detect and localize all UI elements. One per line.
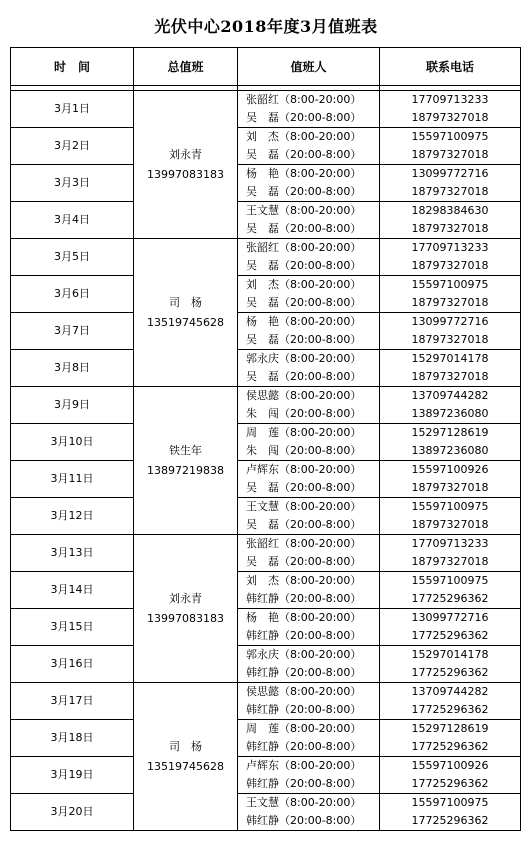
duty-cell bbox=[238, 720, 380, 757]
phone-cell bbox=[380, 276, 521, 313]
duty-name: 韩红静 bbox=[246, 814, 279, 827]
phone-number: 15297014178 bbox=[411, 352, 489, 365]
duty-line bbox=[246, 128, 379, 146]
phone-cell bbox=[380, 424, 521, 461]
duty-shift: （8:00-20:00） bbox=[279, 648, 362, 661]
phone-cell bbox=[380, 239, 521, 276]
phone-number: 17709713233 bbox=[411, 537, 489, 550]
phone-cell bbox=[380, 165, 521, 202]
phone-cell bbox=[380, 572, 521, 609]
duty-name: 卢辉东 bbox=[246, 759, 279, 772]
phone-number: 18797327018 bbox=[411, 370, 489, 383]
duty-line bbox=[246, 590, 379, 608]
duty-name: 郭永庆 bbox=[246, 352, 279, 365]
duty-shift: （20:00-8:00） bbox=[279, 259, 362, 272]
duty-name: 吴 磊 bbox=[246, 481, 279, 494]
duty-shift: （20:00-8:00） bbox=[279, 333, 362, 346]
phone-number: 13897236080 bbox=[411, 407, 489, 420]
duty-line bbox=[246, 757, 379, 775]
duty-name: 韩红静 bbox=[246, 666, 279, 679]
duty-shift: （20:00-8:00） bbox=[279, 148, 362, 161]
chief-name: 司 杨 bbox=[169, 295, 202, 309]
header-phone: 联系电话 bbox=[380, 48, 521, 86]
duty-shift: （8:00-20:00） bbox=[279, 463, 362, 476]
duty-name: 张韶红 bbox=[246, 93, 279, 106]
duty-cell bbox=[238, 757, 380, 794]
duty-shift: （8:00-20:00） bbox=[279, 685, 362, 698]
date-cell: 3月4日 bbox=[11, 202, 134, 239]
phone-cell bbox=[380, 461, 521, 498]
duty-shift: （8:00-20:00） bbox=[279, 93, 362, 106]
phone-number: 15597100975 bbox=[411, 574, 489, 587]
duty-shift: （20:00-8:00） bbox=[279, 740, 362, 753]
date-cell: 3月8日 bbox=[11, 350, 134, 387]
header-chief: 总值班 bbox=[134, 48, 238, 86]
table-row bbox=[11, 91, 521, 128]
phone-cell bbox=[380, 350, 521, 387]
duty-shift: （20:00-8:00） bbox=[279, 777, 362, 790]
duty-name: 韩红静 bbox=[246, 703, 279, 716]
table-row bbox=[11, 646, 521, 683]
phone-number: 17725296362 bbox=[411, 592, 489, 605]
table-row bbox=[11, 572, 521, 609]
duty-shift: （20:00-8:00） bbox=[279, 666, 362, 679]
duty-cell bbox=[238, 572, 380, 609]
duty-name: 吴 磊 bbox=[246, 148, 279, 161]
header-row bbox=[11, 48, 521, 86]
phone-cell bbox=[380, 757, 521, 794]
duty-line bbox=[246, 109, 379, 127]
table-row bbox=[11, 313, 521, 350]
header-time: 时 间 bbox=[11, 48, 134, 86]
duty-shift: （20:00-8:00） bbox=[279, 222, 362, 235]
date-cell: 3月18日 bbox=[11, 720, 134, 757]
duty-name: 侯思懿 bbox=[246, 389, 279, 402]
duty-name: 杨 艳 bbox=[246, 611, 279, 624]
duty-name: 卢辉东 bbox=[246, 463, 279, 476]
date-cell: 3月7日 bbox=[11, 313, 134, 350]
duty-line bbox=[246, 461, 379, 479]
duty-line bbox=[246, 350, 379, 368]
phone-number: 18797327018 bbox=[411, 481, 489, 494]
date-cell: 3月13日 bbox=[11, 535, 134, 572]
phone-number: 15597100975 bbox=[411, 278, 489, 291]
phone-number: 17725296362 bbox=[411, 777, 489, 790]
duty-shift: （8:00-20:00） bbox=[279, 500, 362, 513]
duty-name: 王文慧 bbox=[246, 500, 279, 513]
table-row bbox=[11, 535, 521, 572]
duty-line bbox=[246, 405, 379, 423]
date-cell: 3月5日 bbox=[11, 239, 134, 276]
phone-cell bbox=[380, 535, 521, 572]
chief-cell bbox=[134, 535, 238, 683]
table-row bbox=[11, 757, 521, 794]
date-cell: 3月11日 bbox=[11, 461, 134, 498]
duty-line bbox=[246, 572, 379, 590]
duty-cell bbox=[238, 128, 380, 165]
phone-number: 17709713233 bbox=[411, 93, 489, 106]
duty-cell bbox=[238, 387, 380, 424]
phone-number: 15297128619 bbox=[411, 722, 489, 735]
duty-shift: （20:00-8:00） bbox=[279, 814, 362, 827]
table-row bbox=[11, 424, 521, 461]
duty-shift: （20:00-8:00） bbox=[279, 407, 362, 420]
table-row bbox=[11, 720, 521, 757]
phone-number: 18797327018 bbox=[411, 555, 489, 568]
duty-line bbox=[246, 720, 379, 738]
chief-name: 铁生年 bbox=[169, 443, 202, 457]
phone-number: 17725296362 bbox=[411, 814, 489, 827]
duty-table-body bbox=[11, 91, 521, 831]
duty-name: 张韶红 bbox=[246, 537, 279, 550]
table-row bbox=[11, 609, 521, 646]
date-cell: 3月20日 bbox=[11, 794, 134, 831]
chief-name: 司 杨 bbox=[169, 739, 202, 753]
phone-number: 17709713233 bbox=[411, 241, 489, 254]
duty-line bbox=[246, 424, 379, 442]
duty-name: 刘 杰 bbox=[246, 130, 279, 143]
duty-shift: （8:00-20:00） bbox=[279, 426, 362, 439]
duty-name: 韩红静 bbox=[246, 777, 279, 790]
phone-cell bbox=[380, 646, 521, 683]
phone-number: 18797327018 bbox=[411, 333, 489, 346]
duty-shift: （8:00-20:00） bbox=[279, 167, 362, 180]
duty-name: 侯思懿 bbox=[246, 685, 279, 698]
duty-name: 杨 艳 bbox=[246, 315, 279, 328]
phone-cell bbox=[380, 609, 521, 646]
phone-number: 13099772716 bbox=[411, 315, 489, 328]
table-row bbox=[11, 794, 521, 831]
duty-shift: （8:00-20:00） bbox=[279, 537, 362, 550]
phone-cell bbox=[380, 387, 521, 424]
phone-cell bbox=[380, 720, 521, 757]
duty-name: 朱 闯 bbox=[246, 407, 279, 420]
duty-name: 韩红静 bbox=[246, 629, 279, 642]
duty-shift: （8:00-20:00） bbox=[279, 574, 362, 587]
duty-cell bbox=[238, 165, 380, 202]
duty-line bbox=[246, 516, 379, 534]
table-row bbox=[11, 165, 521, 202]
duty-name: 吴 磊 bbox=[246, 259, 279, 272]
duty-name: 周 莲 bbox=[246, 426, 279, 439]
duty-line bbox=[246, 775, 379, 793]
duty-line bbox=[246, 442, 379, 460]
duty-cell bbox=[238, 794, 380, 831]
duty-shift: （20:00-8:00） bbox=[279, 481, 362, 494]
duty-shift: （8:00-20:00） bbox=[279, 389, 362, 402]
duty-shift: （8:00-20:00） bbox=[279, 796, 362, 809]
phone-number: 17725296362 bbox=[411, 703, 489, 716]
phone-number: 13709744282 bbox=[411, 389, 489, 402]
duty-line bbox=[246, 165, 379, 183]
phone-number: 18797327018 bbox=[411, 296, 489, 309]
duty-shift: （20:00-8:00） bbox=[279, 629, 362, 642]
date-cell: 3月12日 bbox=[11, 498, 134, 535]
duty-name: 刘 杰 bbox=[246, 574, 279, 587]
chief-cell bbox=[134, 239, 238, 387]
duty-line bbox=[246, 479, 379, 497]
phone-number: 18797327018 bbox=[411, 111, 489, 124]
duty-shift: （8:00-20:00） bbox=[279, 315, 362, 328]
phone-number: 15597100926 bbox=[411, 463, 489, 476]
duty-cell bbox=[238, 461, 380, 498]
duty-name: 张韶红 bbox=[246, 241, 279, 254]
duty-shift: （8:00-20:00） bbox=[279, 611, 362, 624]
phone-number: 18797327018 bbox=[411, 185, 489, 198]
duty-line bbox=[246, 553, 379, 571]
duty-shift: （8:00-20:00） bbox=[279, 722, 362, 735]
duty-name: 韩红静 bbox=[246, 740, 279, 753]
phone-number: 18797327018 bbox=[411, 518, 489, 531]
duty-cell bbox=[238, 350, 380, 387]
duty-name: 吴 磊 bbox=[246, 555, 279, 568]
chief-phone: 13897219838 bbox=[147, 463, 224, 477]
phone-number: 15297128619 bbox=[411, 426, 489, 439]
duty-line bbox=[246, 146, 379, 164]
table-row bbox=[11, 498, 521, 535]
table-row bbox=[11, 683, 521, 720]
phone-number: 13897236080 bbox=[411, 444, 489, 457]
duty-line bbox=[246, 498, 379, 516]
phone-cell bbox=[380, 794, 521, 831]
duty-line bbox=[246, 368, 379, 386]
phone-number: 17725296362 bbox=[411, 740, 489, 753]
phone-cell bbox=[380, 91, 521, 128]
chief-phone: 13997083183 bbox=[147, 611, 224, 625]
duty-shift: （8:00-20:00） bbox=[279, 130, 362, 143]
duty-name: 郭永庆 bbox=[246, 648, 279, 661]
duty-shift: （20:00-8:00） bbox=[279, 592, 362, 605]
phone-number: 13709744282 bbox=[411, 685, 489, 698]
table-row bbox=[11, 387, 521, 424]
date-cell: 3月9日 bbox=[11, 387, 134, 424]
phone-number: 18797327018 bbox=[411, 259, 489, 272]
phone-number: 17725296362 bbox=[411, 629, 489, 642]
duty-line bbox=[246, 683, 379, 701]
duty-name: 刘 杰 bbox=[246, 278, 279, 291]
header-duty: 值班人 bbox=[238, 48, 380, 86]
duty-shift: （20:00-8:00） bbox=[279, 555, 362, 568]
duty-line bbox=[246, 257, 379, 275]
duty-cell bbox=[238, 202, 380, 239]
table-row bbox=[11, 239, 521, 276]
phone-number: 15597100975 bbox=[411, 130, 489, 143]
duty-line bbox=[246, 627, 379, 645]
table-row bbox=[11, 350, 521, 387]
duty-line bbox=[246, 664, 379, 682]
duty-cell bbox=[238, 91, 380, 128]
duty-name: 王文慧 bbox=[246, 796, 279, 809]
date-cell: 3月14日 bbox=[11, 572, 134, 609]
duty-line bbox=[246, 91, 379, 109]
duty-name: 吴 磊 bbox=[246, 111, 279, 124]
duty-name: 吴 磊 bbox=[246, 333, 279, 346]
chief-cell bbox=[134, 387, 238, 535]
table-row bbox=[11, 276, 521, 313]
date-cell: 3月15日 bbox=[11, 609, 134, 646]
duty-line bbox=[246, 183, 379, 201]
duty-line bbox=[246, 294, 379, 312]
page-title: 光伏中心2018年度3月值班表 bbox=[154, 17, 378, 36]
duty-cell bbox=[238, 276, 380, 313]
duty-table bbox=[10, 47, 521, 831]
duty-name: 吴 磊 bbox=[246, 222, 279, 235]
duty-cell bbox=[238, 424, 380, 461]
date-cell: 3月6日 bbox=[11, 276, 134, 313]
duty-shift: （20:00-8:00） bbox=[279, 518, 362, 531]
duty-shift: （20:00-8:00） bbox=[279, 111, 362, 124]
duty-line bbox=[246, 701, 379, 719]
duty-name: 周 莲 bbox=[246, 722, 279, 735]
chief-cell bbox=[134, 683, 238, 831]
date-cell: 3月19日 bbox=[11, 757, 134, 794]
phone-cell bbox=[380, 683, 521, 720]
date-cell: 3月3日 bbox=[11, 165, 134, 202]
duty-line bbox=[246, 331, 379, 349]
chief-name: 刘永青 bbox=[169, 147, 202, 161]
date-cell: 3月1日 bbox=[11, 91, 134, 128]
chief-phone: 13519745628 bbox=[147, 759, 224, 773]
date-cell: 3月2日 bbox=[11, 128, 134, 165]
duty-cell bbox=[238, 535, 380, 572]
duty-line bbox=[246, 239, 379, 257]
phone-number: 15597100926 bbox=[411, 759, 489, 772]
duty-name: 朱 闯 bbox=[246, 444, 279, 457]
duty-shift: （8:00-20:00） bbox=[279, 759, 362, 772]
table-row bbox=[11, 461, 521, 498]
duty-shift: （20:00-8:00） bbox=[279, 185, 362, 198]
duty-name: 杨 艳 bbox=[246, 167, 279, 180]
duty-name: 吴 磊 bbox=[246, 370, 279, 383]
duty-shift: （20:00-8:00） bbox=[279, 444, 362, 457]
duty-shift: （20:00-8:00） bbox=[279, 703, 362, 716]
chief-name: 刘永青 bbox=[169, 591, 202, 605]
duty-line bbox=[246, 276, 379, 294]
date-cell: 3月17日 bbox=[11, 683, 134, 720]
date-cell: 3月16日 bbox=[11, 646, 134, 683]
phone-number: 18797327018 bbox=[411, 222, 489, 235]
duty-cell bbox=[238, 498, 380, 535]
duty-line bbox=[246, 313, 379, 331]
duty-name: 吴 磊 bbox=[246, 518, 279, 531]
duty-line bbox=[246, 220, 379, 238]
phone-number: 13099772716 bbox=[411, 167, 489, 180]
duty-name: 吴 磊 bbox=[246, 296, 279, 309]
chief-phone: 13997083183 bbox=[147, 167, 224, 181]
duty-line bbox=[246, 202, 379, 220]
chief-cell bbox=[134, 91, 238, 239]
phone-cell bbox=[380, 202, 521, 239]
duty-line bbox=[246, 812, 379, 830]
duty-shift: （8:00-20:00） bbox=[279, 241, 362, 254]
duty-line bbox=[246, 387, 379, 405]
phone-number: 13099772716 bbox=[411, 611, 489, 624]
phone-number: 15597100975 bbox=[411, 500, 489, 513]
duty-cell bbox=[238, 646, 380, 683]
duty-line bbox=[246, 794, 379, 812]
duty-shift: （8:00-20:00） bbox=[279, 204, 362, 217]
duty-shift: （20:00-8:00） bbox=[279, 296, 362, 309]
duty-name: 韩红静 bbox=[246, 592, 279, 605]
phone-number: 15597100975 bbox=[411, 796, 489, 809]
duty-line bbox=[246, 609, 379, 627]
table-row bbox=[11, 128, 521, 165]
duty-shift: （8:00-20:00） bbox=[279, 278, 362, 291]
phone-number: 15297014178 bbox=[411, 648, 489, 661]
duty-cell bbox=[238, 609, 380, 646]
duty-line bbox=[246, 535, 379, 553]
phone-number: 18797327018 bbox=[411, 148, 489, 161]
chief-phone: 13519745628 bbox=[147, 315, 224, 329]
duty-shift: （20:00-8:00） bbox=[279, 370, 362, 383]
date-cell: 3月10日 bbox=[11, 424, 134, 461]
duty-name: 王文慧 bbox=[246, 204, 279, 217]
phone-cell bbox=[380, 498, 521, 535]
phone-number: 17725296362 bbox=[411, 666, 489, 679]
duty-cell bbox=[238, 239, 380, 276]
duty-cell bbox=[238, 683, 380, 720]
phone-cell bbox=[380, 128, 521, 165]
phone-number: 18298384630 bbox=[411, 204, 489, 217]
duty-shift: （8:00-20:00） bbox=[279, 352, 362, 365]
duty-line bbox=[246, 646, 379, 664]
duty-line bbox=[246, 738, 379, 756]
duty-name: 吴 磊 bbox=[246, 185, 279, 198]
phone-cell bbox=[380, 313, 521, 350]
table-row bbox=[11, 202, 521, 239]
duty-cell bbox=[238, 313, 380, 350]
